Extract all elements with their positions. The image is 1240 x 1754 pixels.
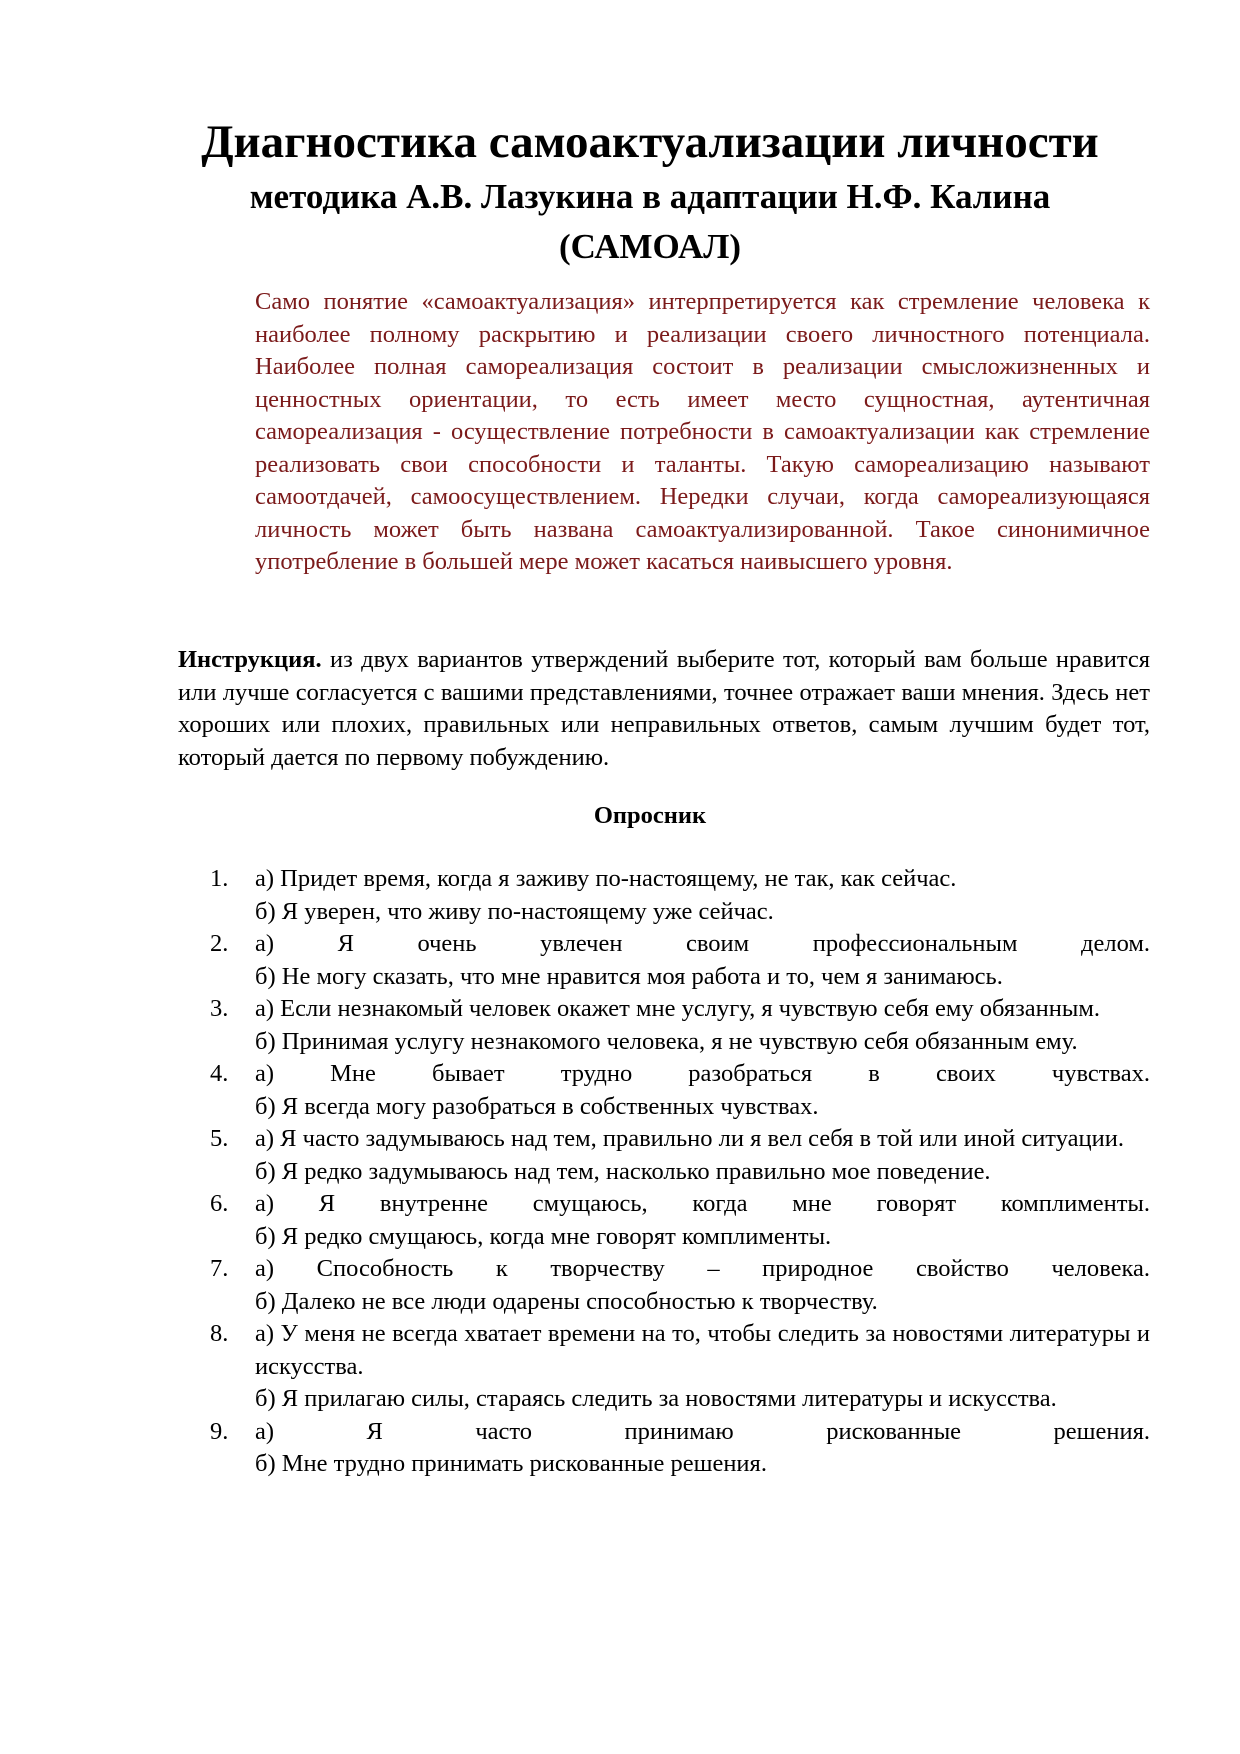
- question-number: 3.: [210, 995, 229, 1022]
- question-number: 6.: [210, 1190, 229, 1217]
- option-b: б) Я уверен, что живу по-настоящему уже сейчас.: [255, 897, 774, 925]
- question-number: 9.: [210, 1417, 229, 1445]
- instruction-paragraph: [178, 644, 1150, 774]
- option-a: а) Способность к творчеству – природное свойство человека.: [255, 1255, 1150, 1282]
- option-a: а) Придет время, когда я заживу по-настоящему, не так, как сейчас.: [255, 865, 957, 892]
- question-item: [210, 1123, 1150, 1188]
- instruction-text: из двух вариантов утверждений выберите тот, который вам больше нравится или лучше согласуется с вашими представлениями, точнее отражает ваши мнения. Здесь нет хороших или плохих, правильных или неправильных ответов, самым лучшим будет тот, который дается по первому побуждению.: [178, 646, 1150, 771]
- option-a: а) У меня не всегда хватает времени на то, чтобы следить за новостями литературы и искусства.: [255, 1320, 1150, 1380]
- option-b: б) Принимая услугу незнакомого человека, я не чувствую себя обязанным ему.: [255, 1027, 1078, 1055]
- question-item: [210, 1253, 1150, 1318]
- question-item: [210, 1058, 1150, 1123]
- instruction-label: Инструкция.: [178, 646, 322, 673]
- option-a: а) Мне бывает трудно разобраться в своих чувствах.: [255, 1060, 1150, 1087]
- question-item: [210, 863, 1150, 928]
- option-a: а) Я очень увлечен своим профессиональным делом.: [255, 930, 1150, 957]
- option-b: б) Я редко смущаюсь, когда мне говорят комплименты.: [255, 1222, 832, 1250]
- question-number: 1.: [210, 865, 229, 892]
- option-a: а) Я часто принимаю рискованные решения.: [255, 1417, 1150, 1445]
- subtitle-line-2: (САМОАЛ): [559, 227, 741, 266]
- option-a: а) Я внутренне смущаюсь, когда мне говорят комплименты.: [255, 1190, 1150, 1217]
- question-item: [210, 928, 1150, 993]
- option-b: б) Далеко не все люди одарены способностью к творчеству.: [255, 1287, 878, 1315]
- question-item: [210, 1318, 1150, 1416]
- question-item: [210, 1188, 1150, 1253]
- question-number: 8.: [210, 1320, 229, 1347]
- question-list: [210, 863, 1150, 1481]
- question-number: 7.: [210, 1255, 229, 1282]
- option-b: б) Я редко задумываюсь над тем, насколько правильно мое поведение.: [255, 1157, 991, 1185]
- question-number: 5.: [210, 1125, 229, 1152]
- question-item: [210, 1416, 1150, 1481]
- intro-paragraph: Само понятие «самоактуализация» интерпретируется как стремление человека к наиболее полному раскрытию и реализации своего личностного потенциала. Наиболее полная самореализация состоит в реализации смысложизненных и ценностных ориентации, то есть имеет место сущностная, аутентичная самореализация - осуществление потребности в самоактуализации как стремление реализовать свои способности и таланты. Такую самореализацию называют самоотдачей, самоосуществлением. Нередки случаи, когда самореализующаяся личность может быть названа самоактуализированной. Такое синонимичное употребление в большей мере может касаться наивысшего уровня.: [255, 288, 1150, 575]
- document-subtitle: [150, 172, 1150, 272]
- option-b: б) Я всегда могу разобраться в собственных чувствах.: [255, 1092, 819, 1120]
- option-a: а) Я часто задумываюсь над тем, правильно ли я вел себя в той или иной ситуации.: [255, 1125, 1124, 1152]
- document-title: Диагностика самоактуализации личности: [201, 116, 1099, 168]
- option-b: б) Не могу сказать, что мне нравится моя работа и то, чем я занимаюсь.: [255, 962, 1003, 990]
- question-number: 2.: [210, 930, 229, 957]
- question-item: [210, 993, 1150, 1058]
- questionnaire-heading: Опросник: [593, 802, 707, 829]
- option-b: б) Я прилагаю силы, стараясь следить за новостями литературы и искусства.: [255, 1385, 1057, 1412]
- subtitle-line-1: методика А.В. Лазукина в адаптации Н.Ф. Калина: [249, 177, 1051, 216]
- option-a: а) Если незнакомый человек окажет мне услугу, я чувствую себя ему обязанным.: [255, 995, 1100, 1022]
- question-number: 4.: [210, 1060, 229, 1087]
- option-b: б) Мне трудно принимать рискованные решения.: [255, 1450, 767, 1477]
